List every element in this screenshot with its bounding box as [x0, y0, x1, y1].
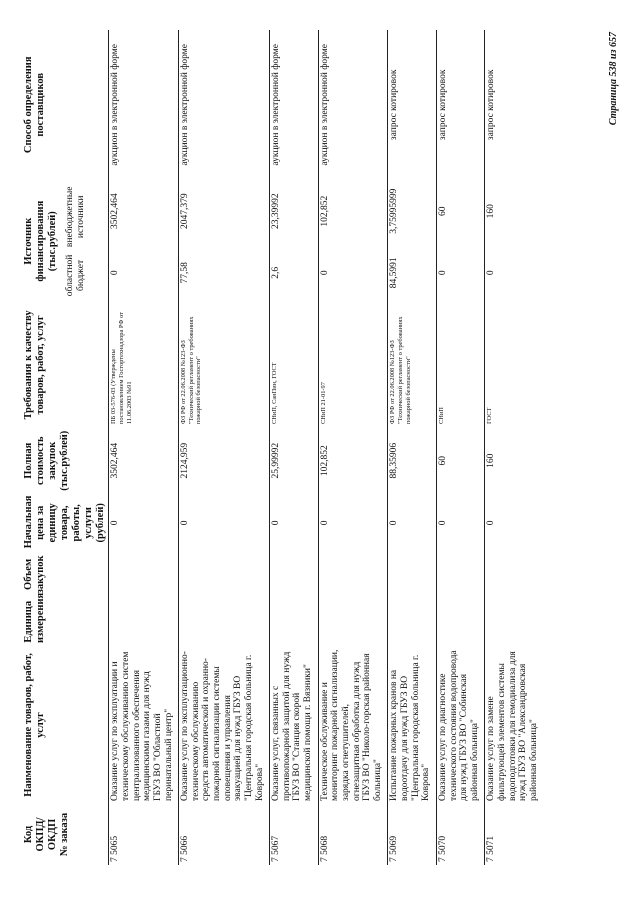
row-method: запрос котировок [436, 30, 485, 180]
row-volume [388, 551, 437, 597]
col-method: Способ определения поставщиков [23, 56, 47, 154]
row-volume [109, 551, 179, 597]
row-total-cost: 88,35906 [388, 427, 437, 494]
col-unit: Единица измерения [23, 592, 47, 643]
row-funding-extra: 3502,464 [109, 180, 179, 243]
col-funding-regional: областной бюджет [65, 254, 87, 297]
row-unit [318, 598, 388, 646]
row-name: Оказание услуг по эксплуатационно-техническому обслуживанию средств автоматической и охранно-пожарной сигнализации системы оповещения и управления эвакуацией для нужд ГБУЗ ВО "Центральная городская больница г. Коврова" [179, 646, 270, 804]
row-code: 7 5070 [436, 804, 485, 865]
row-method: запрос котировок [485, 30, 544, 180]
row-funding-extra: 23,39992 [270, 180, 319, 243]
row-initial-price: 0 [270, 494, 319, 551]
row-total-cost: 60 [436, 427, 485, 494]
row-method: аукцион в электронной форме [179, 30, 270, 180]
row-name: Оказание услуг по замене фильтрующей элементов системы водоподготовки для гемодиализа для нужд ГБУЗ ВО "Александровская районная больница" [485, 646, 544, 804]
row-initial-price: 0 [318, 494, 388, 551]
row-requirements: СНиП, СанПин, ГОСТ [270, 303, 319, 427]
row-code: 7 5071 [485, 804, 544, 865]
row-method: аукцион в электронной форме [109, 30, 179, 180]
col-funding-extra: внебюджетные источники [65, 186, 87, 248]
row-total-cost: 2124,959 [179, 427, 270, 494]
row-funding-regional: 0 [485, 243, 544, 303]
row-unit [270, 598, 319, 646]
row-requirements: ГОСТ [485, 303, 544, 427]
row-total-cost: 102,852 [318, 427, 388, 494]
row-initial-price: 0 [109, 494, 179, 551]
row-funding-regional: 77,58 [179, 243, 270, 303]
row-name: Оказание услуг по эксплуатации и техническому обслуживанию систем централизованного обеспечения медицинскими газами для нужд ГБУЗ ВО "Областной перинатальный центр" [109, 646, 179, 804]
row-code: 7 5065 [109, 804, 179, 865]
row-unit [485, 598, 544, 646]
row-volume [436, 551, 485, 597]
row-funding-extra: 2047,379 [179, 180, 270, 243]
col-funding-title: Источник финансирования (тыс.рублей) [23, 200, 59, 282]
row-funding-regional: 0 [318, 243, 388, 303]
col-requirements: Требования к качеству товаров, работ, услуг [23, 310, 47, 420]
col-name: Наименование товаров, работ, услуг [23, 653, 47, 797]
row-code: 7 5068 [318, 804, 388, 865]
col-code: Код ОКПД/ ОКДП № заказа [23, 812, 71, 857]
row-initial-price: 0 [388, 494, 437, 551]
table-row [270, 30, 319, 865]
row-name: Оказание услуг, связанных с противопожарной защитой для нужд ГБУЗ ВО "Станция скорой медицинской помощи г. Вязники" [270, 646, 319, 804]
row-unit [388, 598, 437, 646]
row-funding-regional: 0 [109, 243, 179, 303]
row-initial-price: 0 [179, 494, 270, 551]
row-funding-extra: 3,75995999 [388, 180, 437, 243]
row-volume [179, 551, 270, 597]
row-name: Испытание пожарных кранов на водоотдачу для нужд ГБУЗ ВО "Центральная городская больница г. Коврова" [388, 646, 437, 804]
col-total-cost: Полная стоимость закупок (тыс.рублей) [23, 430, 71, 491]
row-unit [109, 598, 179, 646]
row-code: 7 5067 [270, 804, 319, 865]
row-requirements: СНиП 21-01-97 [318, 303, 388, 427]
row-funding-extra: 60 [436, 180, 485, 243]
col-volume: Объем закупок [23, 555, 47, 594]
row-requirements: ФЗ РФ от 22.06.2008 №123-ФЗ "Технический регламент о требованиях пожарной безопасности" [179, 303, 270, 427]
row-funding-regional: 0 [436, 243, 485, 303]
row-method: аукцион в электронной форме [318, 30, 388, 180]
table-row [436, 30, 485, 865]
table-row [109, 30, 179, 865]
row-unit [179, 598, 270, 646]
row-volume [270, 551, 319, 597]
row-funding-regional: 84,5991 [388, 243, 437, 303]
table-row [485, 30, 544, 865]
row-method: аукцион в электронной форме [270, 30, 319, 180]
row-requirements: СНиП [436, 303, 485, 427]
table-row [388, 30, 437, 865]
row-funding-extra: 102,852 [318, 180, 388, 243]
row-funding-regional: 2,6 [270, 243, 319, 303]
row-requirements: ПБ 03-576-03 (Утверждены постановлением Госгортехнадзора РФ от 11.06.2003 №91 [109, 303, 179, 427]
row-initial-price: 0 [436, 494, 485, 551]
row-unit [436, 598, 485, 646]
row-code: 7 5066 [179, 804, 270, 865]
row-funding-extra: 160 [485, 180, 544, 243]
row-total-cost: 25,99992 [270, 427, 319, 494]
procurement-table [22, 30, 544, 865]
row-volume [318, 551, 388, 597]
col-initial-price: Начальная цена за единицу товара, работы, услуги (рублей) [23, 495, 107, 549]
row-name: Техническое обслуживание и мониторинг пожарной сигнализации, зарядка огнетушителей, огнезащитная обработка для нужд ГБУЗ ВО "Николо-горская районная больница" [318, 646, 388, 804]
row-total-cost: 160 [485, 427, 544, 494]
row-requirements: ФЗ РФ от 22.06.2008 №123-ФЗ "Технический регламент о требованиях пожарной безопасности" [388, 303, 437, 427]
row-volume [485, 551, 544, 597]
table-header-row [22, 30, 109, 865]
row-initial-price: 0 [485, 494, 544, 551]
row-total-cost: 3502,464 [109, 427, 179, 494]
table-row [179, 30, 270, 865]
row-method: запрос котировок [388, 30, 437, 180]
page-number: Страница 538 из 657 [608, 32, 619, 126]
row-name: Оказание услуг по диагностике технического состояния водопровода для нужд ГБУЗ ВО "Собинская районная больница" [436, 646, 485, 804]
table-row [318, 30, 388, 865]
row-code: 7 5069 [388, 804, 437, 865]
col-funding [22, 180, 109, 303]
